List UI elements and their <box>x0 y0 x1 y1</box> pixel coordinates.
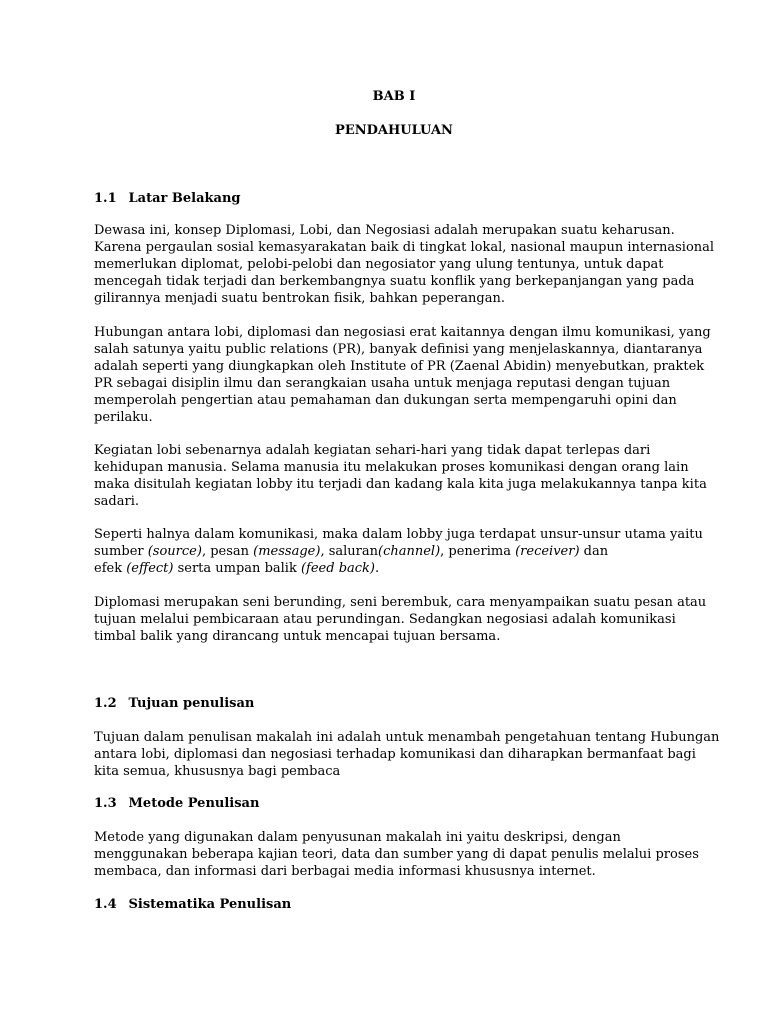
text-line: menggunakan beberapa kajian teori, data dan sumber yang di dapat penulis melalui proses <box>94 847 699 862</box>
text-line: Seperti halnya dalam komunikasi, maka dalam lobby juga terdapat unsur-unsur utama yaitu <box>94 527 703 542</box>
term-message: (message) <box>253 544 321 559</box>
text-run: efek <box>94 561 127 576</box>
text-line: adalah seperti yang diungkapkan oleh Institute of PR (Zaenal Abidin) menyebutkan, praktek <box>94 359 705 374</box>
section-number: 1.3 <box>94 796 117 811</box>
paragraph-tujuan-penulisan <box>94 729 720 780</box>
text-line: membaca, dan informasi dari berbagai media informasi khususnya internet. <box>94 864 596 879</box>
chapter-label: BAB I <box>372 89 416 104</box>
section-heading-1-4 <box>94 897 291 913</box>
text-run: . <box>375 561 380 576</box>
text-line: Kegiatan lobi sebenarnya adalah kegiatan sehari-hari yang tidak dapat terlepas dari <box>94 443 651 458</box>
text-line: gilirannya menjadi suatu bentrokan fisik, bahkan peperangan. <box>94 291 505 306</box>
section-number: 1.1 <box>94 191 117 206</box>
text-line: antara lobi, diplomasi dan negosiasi terhadap komunikasi dan diharapkan bermanfaat bagi <box>94 747 696 762</box>
text-line: PR sebagai disiplin ilmu dan serangkaian usaha untuk menjaga reputasi dengan tujuan <box>94 376 671 391</box>
term-feed-back: (feed back) <box>300 561 375 576</box>
text-run: sumber <box>94 544 148 559</box>
term-channel: (channel) <box>378 544 441 559</box>
paragraph-latar-belakang-1 <box>94 222 715 307</box>
section-number: 1.2 <box>94 696 117 711</box>
chapter-title: PENDAHULUAN <box>335 123 453 138</box>
text-line: tujuan melalui pembicaraan atau perundingan. Sedangkan negosiasi adalah komunikasi <box>94 612 676 627</box>
term-effect: (effect) <box>126 561 174 576</box>
text-line <box>94 560 694 577</box>
section-title: Latar Belakang <box>128 191 241 206</box>
section-heading-1-3 <box>94 796 259 812</box>
text-line: Karena pergaulan sosial kemasyarakatan baik di tingkat lokal, nasional maupun internasional <box>94 240 715 255</box>
text-line: Tujuan dalam penulisan makalah ini adalah untuk menambah pengetahuan tentang Hubungan <box>94 730 720 745</box>
section-heading-1-1 <box>94 191 241 207</box>
text-line: maka disitulah kegiatan lobby itu terjadi dan kadang kala kita juga melakukannya tanpa kita <box>94 477 707 492</box>
text-line: perilaku. <box>94 410 153 425</box>
paragraph-latar-belakang-4 <box>94 526 703 577</box>
section-title: Metode Penulisan <box>128 796 260 811</box>
text-run: serta umpan balik <box>173 561 301 576</box>
text-line: memerlukan diplomat, pelobi-pelobi dan negosiator yang ulung tentunya, untuk dapat <box>94 257 664 272</box>
text-line: Hubungan antara lobi, diplomasi dan negosiasi erat kaitannya dengan ilmu komunikasi, yang <box>94 325 711 340</box>
paragraph-metode-penulisan <box>94 829 699 880</box>
document-page <box>94 0 720 1024</box>
text-run: , pesan <box>201 544 254 559</box>
text-line: salah satunya yaitu public relations (PR), banyak definisi yang menjelaskannya, diantaranya <box>94 342 703 357</box>
paragraph-latar-belakang-3 <box>94 442 707 510</box>
term-receiver: (receiver) <box>515 544 580 559</box>
text-line: Metode yang digunakan dalam penyusunan makalah ini yaitu deskripsi, dengan <box>94 830 621 845</box>
text-line: Dewasa ini, konsep Diplomasi, Lobi, dan Negosiasi adalah merupakan suatu keharusan. <box>94 223 675 238</box>
text-line: kita semua, khususnya bagi pembaca <box>94 764 341 779</box>
section-number: 1.4 <box>94 897 117 912</box>
text-line: sadari. <box>94 494 139 509</box>
section-title: Tujuan penulisan <box>128 696 255 711</box>
text-line: memperolah pengertian atau pemahaman dan dukungan serta mempengaruhi opini dan <box>94 393 677 408</box>
term-source: (source) <box>147 544 202 559</box>
text-run: dan <box>579 544 609 559</box>
text-line: timbal balik yang dirancang untuk mencapai tujuan bersama. <box>94 629 501 644</box>
section-heading-1-2 <box>94 696 254 712</box>
section-title: Sistematika Penulisan <box>128 897 292 912</box>
text-line <box>94 543 694 560</box>
paragraph-latar-belakang-5 <box>94 594 707 645</box>
text-run: , penerima <box>440 544 516 559</box>
text-line: kehidupan manusia. Selama manusia itu melakukan proses komunikasi dengan orang lain <box>94 460 689 475</box>
text-line: Diplomasi merupakan seni berunding, seni berembuk, cara menyampaikan suatu pesan atau <box>94 595 707 610</box>
text-run: , saluran <box>320 544 378 559</box>
paragraph-latar-belakang-2 <box>94 324 711 426</box>
text-line: mencegah tidak terjadi dan berkembangnya suatu konflik yang berkepanjangan yang pada <box>94 274 695 289</box>
